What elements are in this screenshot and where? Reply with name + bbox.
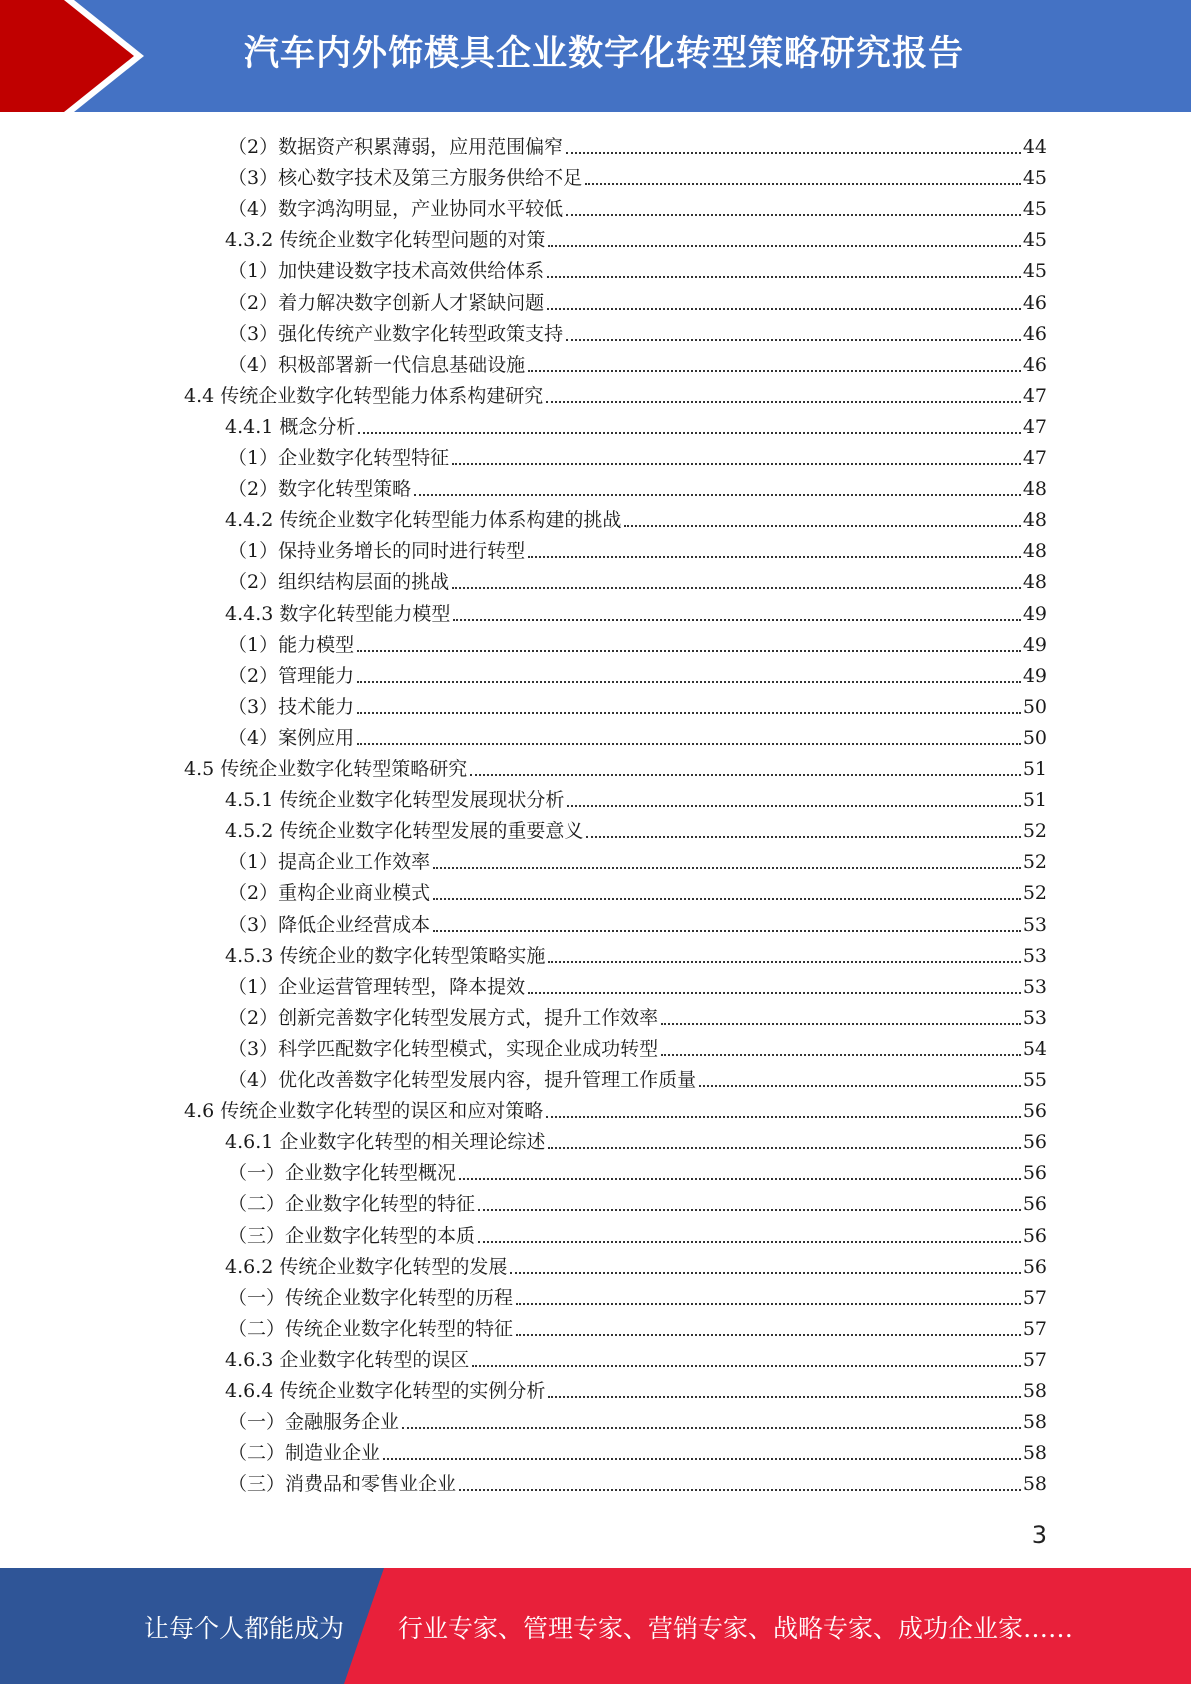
toc-entry-title: （2）组织结构层面的挑战 bbox=[228, 571, 450, 594]
toc-entry-title: （3）技术能力 bbox=[228, 695, 355, 718]
toc-dot-leader bbox=[585, 183, 1021, 185]
toc-entry-title: （一）企业数字化转型概况 bbox=[228, 1162, 457, 1185]
toc-entry-title: （3）核心数字技术及第三方服务供给不足 bbox=[228, 167, 583, 190]
toc-entry[interactable] bbox=[225, 781, 1047, 812]
footer-slogan-left: 让每个人都能成为 bbox=[144, 1614, 345, 1643]
toc-entry-title: （4）案例应用 bbox=[228, 726, 355, 749]
toc-entry-title: （4）积极部署新一代信息基础设施 bbox=[228, 353, 526, 376]
toc-entry-title: 4.4 传统企业数字化转型能力体系构建研究 bbox=[184, 384, 544, 407]
toc-entry-page: 55 bbox=[1022, 1069, 1047, 1091]
toc-entry[interactable] bbox=[225, 1372, 1047, 1403]
toc-entry[interactable] bbox=[228, 563, 1047, 594]
toc-entry-title: （2）数据资产积累薄弱，应用范围偏窄 bbox=[228, 136, 564, 158]
toc-entry-title: （2）管理能力 bbox=[228, 664, 355, 687]
toc-entry[interactable] bbox=[228, 1403, 1047, 1434]
toc-entry-page: 50 bbox=[1022, 726, 1047, 749]
toc-entry-title: 4.4.2 传统企业数字化转型能力体系构建的挑战 bbox=[225, 509, 622, 532]
toc-entry-page: 52 bbox=[1022, 882, 1047, 905]
toc-dot-leader bbox=[433, 867, 1021, 869]
toc-entry-page: 53 bbox=[1022, 975, 1047, 998]
toc-dot-leader bbox=[433, 930, 1021, 932]
toc-entry-page: 53 bbox=[1022, 913, 1047, 936]
toc-entry-title: 4.5.2 传统企业数字化转型发展的重要意义 bbox=[225, 820, 584, 843]
toc-entry-title: （1）企业数字化转型特征 bbox=[228, 447, 450, 469]
toc-dot-leader bbox=[566, 214, 1021, 216]
toc-dot-leader bbox=[661, 1054, 1021, 1056]
toc-entry-page: 58 bbox=[1022, 1473, 1047, 1496]
toc-entry-title: （1）企业运营管理转型，降本提效 bbox=[228, 975, 526, 998]
toc-entry-title: （2）创新完善数字化转型发展方式，提升工作效率 bbox=[228, 1006, 659, 1029]
toc-entry[interactable] bbox=[228, 1030, 1047, 1061]
toc-entry-page: 54 bbox=[1022, 1037, 1047, 1060]
toc-entry-page: 53 bbox=[1022, 1006, 1047, 1029]
toc-entry-page: 45 bbox=[1022, 167, 1047, 190]
toc-entry[interactable] bbox=[228, 1217, 1047, 1248]
toc-entry-page: 52 bbox=[1022, 820, 1047, 843]
toc-entry-page: 48 bbox=[1022, 478, 1047, 501]
toc-entry[interactable] bbox=[228, 159, 1047, 190]
toc-entry[interactable] bbox=[228, 190, 1047, 221]
toc-dot-leader bbox=[566, 339, 1021, 341]
toc-entry[interactable] bbox=[225, 1341, 1047, 1372]
toc-dot-leader bbox=[547, 308, 1021, 310]
toc-entry-title: （1）加快建设数字技术高效供给体系 bbox=[228, 260, 545, 283]
page-number: 3 bbox=[1031, 1521, 1047, 1549]
toc-dot-leader bbox=[546, 1116, 1021, 1118]
toc-entry[interactable] bbox=[228, 719, 1047, 750]
toc-entry[interactable] bbox=[228, 874, 1047, 905]
toc-entry-title: 4.4.3 数字化转型能力模型 bbox=[225, 602, 451, 625]
toc-entry[interactable] bbox=[228, 470, 1047, 501]
toc-entry[interactable] bbox=[225, 937, 1047, 968]
toc-entry-page: 45 bbox=[1022, 229, 1047, 252]
toc-entry-page: 56 bbox=[1022, 1162, 1047, 1185]
toc-entry[interactable] bbox=[184, 750, 1047, 781]
toc-entry-page: 51 bbox=[1022, 758, 1047, 780]
toc-dot-leader bbox=[358, 432, 1020, 434]
toc-entry[interactable] bbox=[228, 1154, 1047, 1185]
toc-entry[interactable] bbox=[228, 1061, 1047, 1092]
toc-dot-leader bbox=[548, 1147, 1020, 1149]
toc-dot-leader bbox=[528, 370, 1021, 372]
toc-entry-page: 49 bbox=[1022, 602, 1047, 625]
toc-entry-title: （2）数字化转型策略 bbox=[228, 478, 412, 501]
toc-dot-leader bbox=[586, 836, 1020, 838]
toc-dot-leader bbox=[547, 276, 1021, 278]
toc-dot-leader bbox=[661, 1023, 1021, 1025]
toc-entry[interactable] bbox=[225, 595, 1047, 626]
toc-dot-leader bbox=[528, 556, 1021, 558]
toc-entry-title: （2）着力解决数字创新人才紧缺问题 bbox=[228, 291, 545, 314]
toc-entry-page: 57 bbox=[1022, 1317, 1047, 1340]
toc-dot-leader bbox=[548, 1396, 1020, 1398]
toc-entry-page: 45 bbox=[1022, 198, 1047, 221]
toc-entry-title: 4.6 传统企业数字化转型的误区和应对策略 bbox=[184, 1100, 544, 1123]
toc-entry-page: 52 bbox=[1022, 851, 1047, 874]
toc-entry[interactable] bbox=[228, 688, 1047, 719]
toc-entry[interactable] bbox=[184, 1092, 1047, 1123]
toc-entry-title: （二）制造业企业 bbox=[228, 1442, 381, 1465]
toc-entry-title: （3）强化传统产业数字化转型政策支持 bbox=[228, 322, 564, 345]
toc-entry[interactable] bbox=[228, 843, 1047, 874]
toc-entry-title: 4.5.3 传统企业的数字化转型策略实施 bbox=[225, 944, 546, 967]
toc-entry[interactable] bbox=[225, 221, 1047, 252]
toc-entry[interactable] bbox=[228, 284, 1047, 315]
toc-entry-title: （1）保持业务增长的同时进行转型 bbox=[228, 540, 526, 563]
toc-entry-page: 58 bbox=[1022, 1380, 1047, 1402]
toc-entry[interactable] bbox=[228, 439, 1047, 470]
toc-dot-leader bbox=[567, 805, 1020, 807]
toc-entry-page: 48 bbox=[1022, 571, 1047, 594]
toc-entry[interactable] bbox=[228, 626, 1047, 657]
toc-entry-title: 4.5 传统企业数字化转型策略研究 bbox=[184, 758, 468, 780]
toc-entry[interactable] bbox=[228, 1465, 1047, 1496]
toc-entry[interactable] bbox=[228, 906, 1047, 937]
toc-entry[interactable] bbox=[225, 501, 1047, 532]
toc-dot-leader bbox=[357, 743, 1021, 745]
toc-entry-page: 57 bbox=[1022, 1348, 1047, 1371]
toc-entry[interactable] bbox=[228, 1279, 1047, 1310]
toc-entry[interactable] bbox=[228, 1310, 1047, 1341]
toc-dot-leader bbox=[357, 650, 1021, 652]
toc-dot-leader bbox=[414, 494, 1021, 496]
toc-entry-page: 49 bbox=[1022, 664, 1047, 687]
toc-entry-page: 58 bbox=[1022, 1442, 1047, 1465]
toc-dot-leader bbox=[478, 1209, 1021, 1211]
toc-dot-leader bbox=[357, 681, 1021, 683]
toc-entry-page: 50 bbox=[1022, 695, 1047, 718]
toc-entry-title: 4.4.1 概念分析 bbox=[225, 415, 356, 438]
toc-dot-leader bbox=[383, 1458, 1021, 1460]
toc-entry-title: 4.6.4 传统企业数字化转型的实例分析 bbox=[225, 1380, 546, 1402]
footer-banner bbox=[0, 1568, 1191, 1684]
toc-entry-title: （3）降低企业经营成本 bbox=[228, 913, 431, 936]
toc-dot-leader bbox=[402, 1427, 1021, 1429]
toc-dot-leader bbox=[516, 1303, 1021, 1305]
toc-entry-page: 47 bbox=[1022, 447, 1047, 469]
toc-entry-title: （三）企业数字化转型的本质 bbox=[228, 1224, 476, 1247]
toc-dot-leader bbox=[357, 712, 1021, 714]
toc-entry[interactable] bbox=[228, 252, 1047, 283]
toc-entry[interactable] bbox=[225, 1248, 1047, 1279]
toc-dot-leader bbox=[478, 1241, 1021, 1243]
footer-slogan-right: 行业专家、管理专家、营销专家、战略专家、成功企业家…… bbox=[398, 1614, 1074, 1643]
toc-entry-page: 49 bbox=[1022, 633, 1047, 656]
toc-entry-page: 56 bbox=[1022, 1255, 1047, 1278]
toc-entry-page: 46 bbox=[1022, 322, 1047, 345]
toc-entry-title: 4.6.1 企业数字化转型的相关理论综述 bbox=[225, 1131, 546, 1154]
toc-entry[interactable] bbox=[228, 657, 1047, 688]
toc-entry-page: 51 bbox=[1022, 789, 1047, 812]
toc-entry[interactable] bbox=[228, 999, 1047, 1030]
toc-entry-title: （一）金融服务企业 bbox=[228, 1411, 400, 1434]
toc-entry-page: 46 bbox=[1022, 353, 1047, 376]
toc-entry-page: 48 bbox=[1022, 509, 1047, 532]
toc-dot-leader bbox=[452, 463, 1021, 465]
toc-entry-title: 4.6.2 传统企业数字化转型的发展 bbox=[225, 1255, 508, 1278]
chevron-arrow-graphic bbox=[0, 0, 160, 112]
toc-dot-leader bbox=[516, 1334, 1021, 1336]
toc-entry-page: 56 bbox=[1022, 1100, 1047, 1123]
toc-dot-leader bbox=[452, 587, 1021, 589]
toc-entry[interactable] bbox=[228, 1434, 1047, 1465]
toc-dot-leader bbox=[566, 152, 1021, 154]
toc-dot-leader bbox=[546, 401, 1021, 403]
toc-entry[interactable] bbox=[228, 315, 1047, 346]
toc-entry[interactable] bbox=[184, 377, 1047, 408]
toc-entry-title: （1）提高企业工作效率 bbox=[228, 851, 431, 874]
toc-entry-page: 56 bbox=[1022, 1193, 1047, 1216]
toc-entry-title: （1）能力模型 bbox=[228, 633, 355, 656]
toc-entry[interactable] bbox=[228, 346, 1047, 377]
toc-entry[interactable] bbox=[228, 532, 1047, 563]
toc-dot-leader bbox=[624, 525, 1020, 527]
toc-dot-leader bbox=[453, 619, 1020, 621]
toc-entry-title: （三）消费品和零售业企业 bbox=[228, 1473, 457, 1496]
toc-dot-leader bbox=[510, 1272, 1020, 1274]
toc-entry-title: （3）科学匹配数字化转型模式，实现企业成功转型 bbox=[228, 1037, 659, 1060]
toc-dot-leader bbox=[699, 1085, 1021, 1087]
toc-entry-page: 58 bbox=[1022, 1411, 1047, 1434]
toc-entry-title: （2）重构企业商业模式 bbox=[228, 882, 431, 905]
toc-entry[interactable] bbox=[228, 1185, 1047, 1216]
toc-entry[interactable] bbox=[228, 128, 1047, 159]
toc-dot-leader bbox=[472, 1365, 1020, 1367]
toc-entry[interactable] bbox=[228, 968, 1047, 999]
toc-dot-leader bbox=[548, 961, 1020, 963]
toc-entry-title: 4.5.1 传统企业数字化转型发展现状分析 bbox=[225, 789, 565, 812]
toc-entry-title: （二）企业数字化转型的特征 bbox=[228, 1193, 476, 1216]
toc-entry[interactable] bbox=[225, 812, 1047, 843]
toc-entry-title: （4）数字鸿沟明显，产业协同水平较低 bbox=[228, 198, 564, 221]
toc-dot-leader bbox=[470, 774, 1021, 776]
toc-entry[interactable] bbox=[225, 1123, 1047, 1154]
header-banner bbox=[0, 0, 1191, 112]
toc-entry-page: 48 bbox=[1022, 540, 1047, 563]
toc-entry-page: 57 bbox=[1022, 1286, 1047, 1309]
toc-dot-leader bbox=[459, 1178, 1021, 1180]
toc-entry-page: 56 bbox=[1022, 1224, 1047, 1247]
toc-dot-leader bbox=[433, 898, 1021, 900]
toc-entry-page: 47 bbox=[1022, 415, 1047, 438]
toc-entry-title: 4.6.3 企业数字化转型的误区 bbox=[225, 1348, 470, 1371]
toc-entry-title: （4）优化改善数字化转型发展内容，提升管理工作质量 bbox=[228, 1069, 697, 1091]
toc-entry-page: 53 bbox=[1022, 944, 1047, 967]
toc-dot-leader bbox=[528, 992, 1021, 994]
toc-entry-page: 56 bbox=[1022, 1131, 1047, 1154]
toc-entry-page: 47 bbox=[1022, 384, 1047, 407]
toc-entry[interactable] bbox=[225, 408, 1047, 439]
toc-dot-leader bbox=[548, 245, 1020, 247]
toc-dot-leader bbox=[459, 1489, 1021, 1491]
toc-entry-title: （二）传统企业数字化转型的特征 bbox=[228, 1317, 514, 1340]
toc-entry-page: 44 bbox=[1022, 136, 1047, 158]
toc-entry-page: 45 bbox=[1022, 260, 1047, 283]
toc-entry-title: （一）传统企业数字化转型的历程 bbox=[228, 1286, 514, 1309]
report-title: 汽车内外饰模具企业数字化转型策略研究报告 bbox=[244, 34, 965, 74]
toc-entry-title: 4.3.2 传统企业数字化转型问题的对策 bbox=[225, 229, 546, 252]
toc-entry-page: 46 bbox=[1022, 291, 1047, 314]
